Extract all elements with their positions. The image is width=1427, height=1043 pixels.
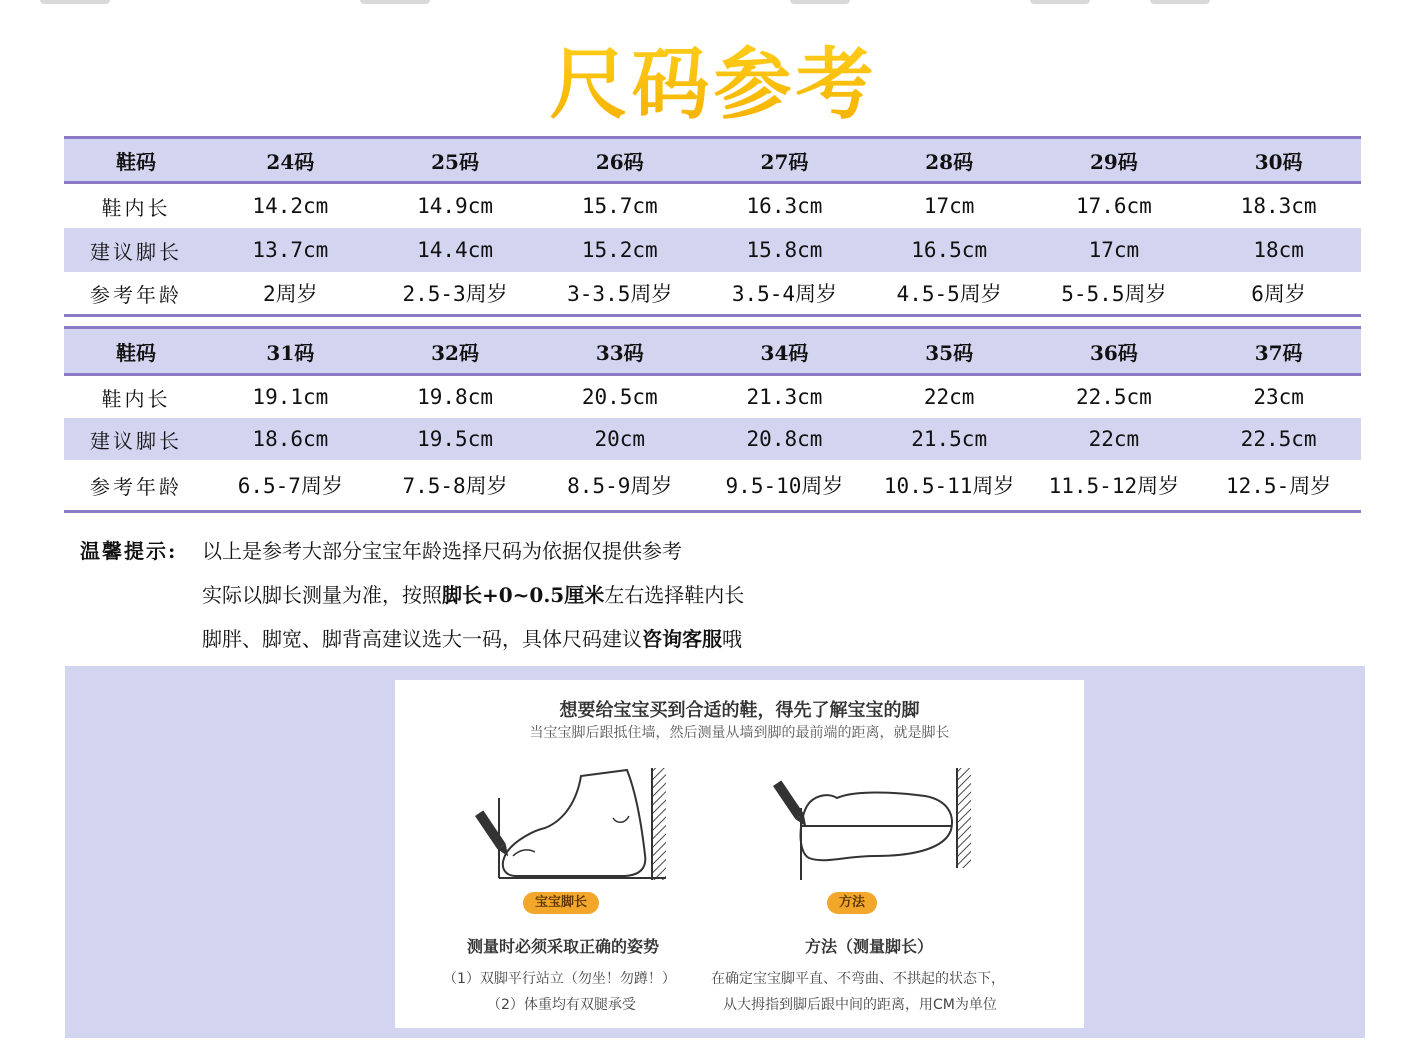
table-cell: 22.5cm — [1075, 385, 1152, 409]
tips-block — [80, 536, 744, 668]
row-label: 参考年龄 — [64, 460, 208, 512]
header-cell: 24码 — [208, 138, 373, 183]
header-cell: 26码 — [537, 138, 702, 183]
side-foot-illustration — [475, 768, 666, 880]
tip-line — [80, 580, 744, 624]
table-cell: 20cm — [537, 418, 702, 460]
header-cell: 29码 — [1032, 138, 1197, 183]
table-cell: 22cm — [1032, 418, 1197, 460]
table-cell: 14.9cm — [417, 194, 493, 218]
table-cell: 4.5-5周岁 — [867, 272, 1032, 316]
top-edge-mark — [40, 0, 110, 4]
tip-text: 左右选择鞋内长 — [604, 583, 745, 607]
top-foot-illustration — [773, 768, 971, 880]
table-cell: 22cm — [923, 385, 975, 409]
table-cell: 10.5-11周岁 — [867, 460, 1032, 512]
left-heading: 测量时必须采取正确的姿势 — [467, 937, 660, 956]
header-cell: 37码 — [1196, 328, 1361, 375]
guide-subtitle: 当宝宝脚后跟抵住墙，然后测量从墙到脚的最前端的距离，就是脚长 — [529, 725, 950, 741]
header-cell: 25码 — [373, 138, 538, 183]
label-pill: 宝宝脚长 — [523, 892, 599, 914]
foot-outline — [503, 770, 645, 876]
pencil-icon — [475, 810, 512, 859]
table-cell: 17cm — [923, 194, 975, 218]
table-cell: 18.6cm — [208, 418, 373, 460]
table-cell: 19.1cm — [252, 385, 329, 409]
top-edge-mark — [1030, 0, 1090, 4]
header-cell: 鞋码 — [64, 328, 208, 375]
top-edge-mark — [360, 0, 430, 4]
table-cell: 7.5-8周岁 — [373, 460, 538, 512]
left-note: （2）体重均有双腿承受 — [487, 997, 636, 1013]
header-cell: 28码 — [867, 138, 1032, 183]
table-cell: 3.5-4周岁 — [702, 272, 867, 316]
wall-hatch — [652, 768, 666, 880]
tip-emphasis: 咨询客服 — [642, 627, 722, 651]
table-row — [64, 375, 1361, 419]
header-cell: 34码 — [702, 328, 867, 375]
right-note: 从大拇指到脚后跟中间的距离，用CM为单位 — [723, 997, 997, 1013]
top-edge-mark — [790, 0, 850, 4]
guide-title: 想要给宝宝买到合适的鞋，得先了解宝宝的脚 — [559, 700, 920, 721]
table-header-row — [64, 138, 1361, 183]
tip-text: 以上是参考大部分宝宝年龄选择尺码为依据仅提供参考 — [202, 539, 682, 563]
tip-text: 哦 — [722, 627, 742, 651]
tip-emphasis: 脚长+0~0.5厘米 — [442, 583, 605, 607]
tip-text: 实际以脚长测量为准，按照 — [202, 583, 442, 607]
row-label: 建议脚长 — [64, 228, 208, 272]
table-row — [64, 418, 1361, 460]
ankle-mark — [613, 816, 629, 822]
table-cell: 23cm — [1253, 385, 1304, 409]
table-cell: 17cm — [1032, 228, 1197, 272]
table-cell: 8.5-9周岁 — [537, 460, 702, 512]
table-cell: 15.7cm — [581, 194, 658, 218]
right-note: 在确定宝宝脚平直、不弯曲、不拱起的状态下， — [711, 971, 1005, 987]
table-row — [64, 228, 1361, 272]
tip-line — [80, 624, 744, 668]
row-label: 参考年龄 — [64, 272, 208, 316]
size-table-24-30 — [64, 136, 1361, 317]
table-cell: 15.8cm — [702, 228, 867, 272]
page-title: 尺码参考 — [0, 22, 1427, 134]
toe-line — [513, 850, 535, 856]
tips-lead: 温馨提示: — [80, 539, 178, 563]
tip-line — [80, 536, 744, 580]
table-cell: 21.5cm — [867, 418, 1032, 460]
table-cell: 2周岁 — [208, 272, 373, 316]
left-note: （1）双脚平行站立（勿坐！勿蹲！） — [443, 971, 676, 987]
table-cell: 3-3.5周岁 — [537, 272, 702, 316]
table-cell: 18.3cm — [1240, 194, 1317, 218]
table-cell: 6周岁 — [1196, 272, 1361, 316]
pencil-icon — [773, 780, 810, 829]
measurement-illustration — [395, 680, 1084, 890]
table-cell: 22.5cm — [1196, 418, 1361, 460]
table-cell: 11.5-12周岁 — [1032, 460, 1197, 512]
header-cell: 鞋码 — [64, 138, 208, 183]
table-cell: 14.4cm — [373, 228, 538, 272]
table-cell: 13.7cm — [208, 228, 373, 272]
table-cell: 15.2cm — [537, 228, 702, 272]
table-cell: 6.5-7周岁 — [208, 460, 373, 512]
table-cell: 21.3cm — [746, 385, 823, 409]
size-table-31-37 — [64, 326, 1361, 513]
table-cell: 16.5cm — [867, 228, 1032, 272]
measurement-guide — [395, 680, 1084, 1028]
row-label: 鞋内长 — [101, 386, 171, 411]
table-cell: 16.3cm — [746, 194, 823, 218]
table-cell: 18cm — [1196, 228, 1361, 272]
header-cell: 31码 — [208, 328, 373, 375]
table-cell: 5-5.5周岁 — [1032, 272, 1197, 316]
header-cell: 32码 — [373, 328, 538, 375]
table-row — [64, 460, 1361, 512]
table-cell: 19.8cm — [417, 385, 493, 409]
top-edge-mark — [1150, 0, 1210, 4]
header-cell: 30码 — [1196, 138, 1361, 183]
table-cell: 19.5cm — [373, 418, 538, 460]
table-header-row — [64, 328, 1361, 375]
table-row — [64, 272, 1361, 316]
table-cell: 17.6cm — [1075, 194, 1152, 218]
header-cell: 35码 — [867, 328, 1032, 375]
label-pill: 方法 — [827, 892, 877, 914]
table-cell: 20.8cm — [702, 418, 867, 460]
table-row — [64, 183, 1361, 229]
header-cell: 27码 — [702, 138, 867, 183]
wall-hatch — [957, 768, 971, 868]
table-cell: 14.2cm — [252, 194, 329, 218]
table-cell: 20.5cm — [581, 385, 658, 409]
row-label: 建议脚长 — [64, 418, 208, 460]
right-heading: 方法（测量脚长） — [805, 937, 934, 956]
row-label: 鞋内长 — [101, 195, 171, 220]
header-cell: 33码 — [537, 328, 702, 375]
header-cell: 36码 — [1032, 328, 1197, 375]
tip-text: 脚胖、脚宽、脚背高建议选大一码，具体尺码建议 — [202, 627, 642, 651]
table-cell: 9.5-10周岁 — [702, 460, 867, 512]
table-cell: 12.5-周岁 — [1196, 460, 1361, 512]
table-cell: 2.5-3周岁 — [373, 272, 538, 316]
